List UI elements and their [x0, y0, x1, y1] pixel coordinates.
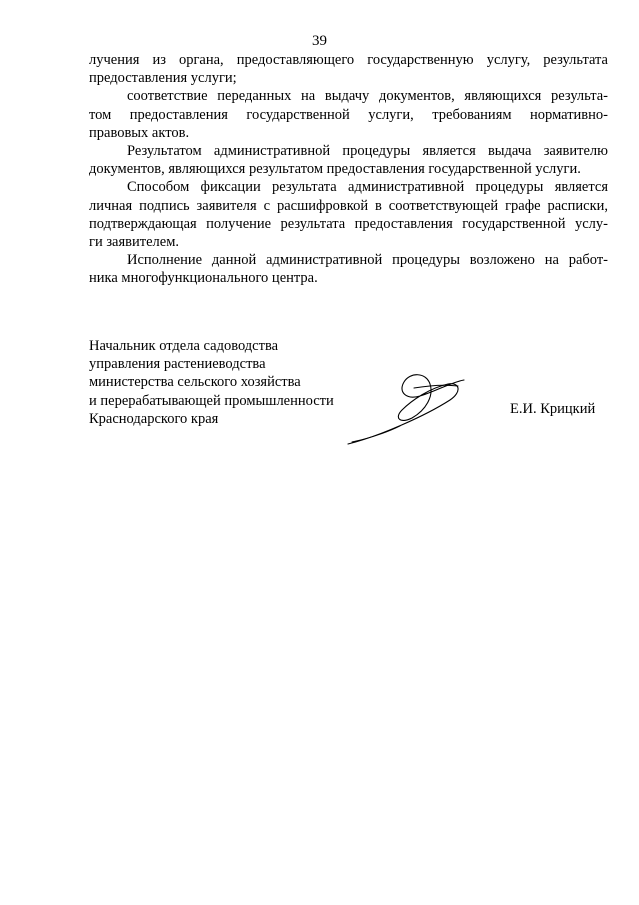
body-line: документов, являющихся результатом предоставления государственной услуги.	[89, 161, 581, 178]
handwritten-signature	[330, 358, 470, 453]
signatory-position-line: министерства сельского хозяйства	[89, 374, 301, 391]
body-line: лучения из органа, предоставляющего государственную услугу, результата	[89, 52, 608, 68]
body-line: подтверждающая получение результата предоставления государственной услу-	[89, 215, 608, 232]
body-line: ника многофункционального центра.	[89, 270, 318, 287]
page-number: 39	[312, 33, 327, 49]
signer-name: Е.И. Крицкий	[510, 401, 596, 417]
body-line: личная подпись заявителя с расшифровкой в соответствующей графе расписки,	[89, 197, 608, 214]
body-line: Исполнение данной административной процедуры возложено на работ-	[127, 252, 608, 269]
body-line: правовых актов.	[89, 124, 190, 141]
body-line: Результатом административной процедуры является выдача заявителю	[127, 143, 608, 160]
signatory-position-line: и перерабатывающей промышленности	[89, 392, 334, 409]
body-text	[89, 51, 608, 288]
signatory-position-line: Начальник отдела садоводства	[89, 338, 279, 354]
body-line: соответствие переданных на выдачу документов, являющихся результа-	[127, 88, 608, 105]
signatory-position-line: Краснодарского края	[89, 410, 219, 427]
body-line: Способом фиксации результата административной процедуры является	[127, 179, 608, 196]
signatory-position-line: управления растениеводства	[89, 356, 266, 373]
body-line: ги заявителем.	[89, 234, 180, 251]
signatory-position	[89, 337, 334, 428]
body-line: том предоставления государственной услуги, требованиям нормативно-	[89, 106, 608, 123]
body-line: предоставления услуги;	[89, 70, 237, 87]
